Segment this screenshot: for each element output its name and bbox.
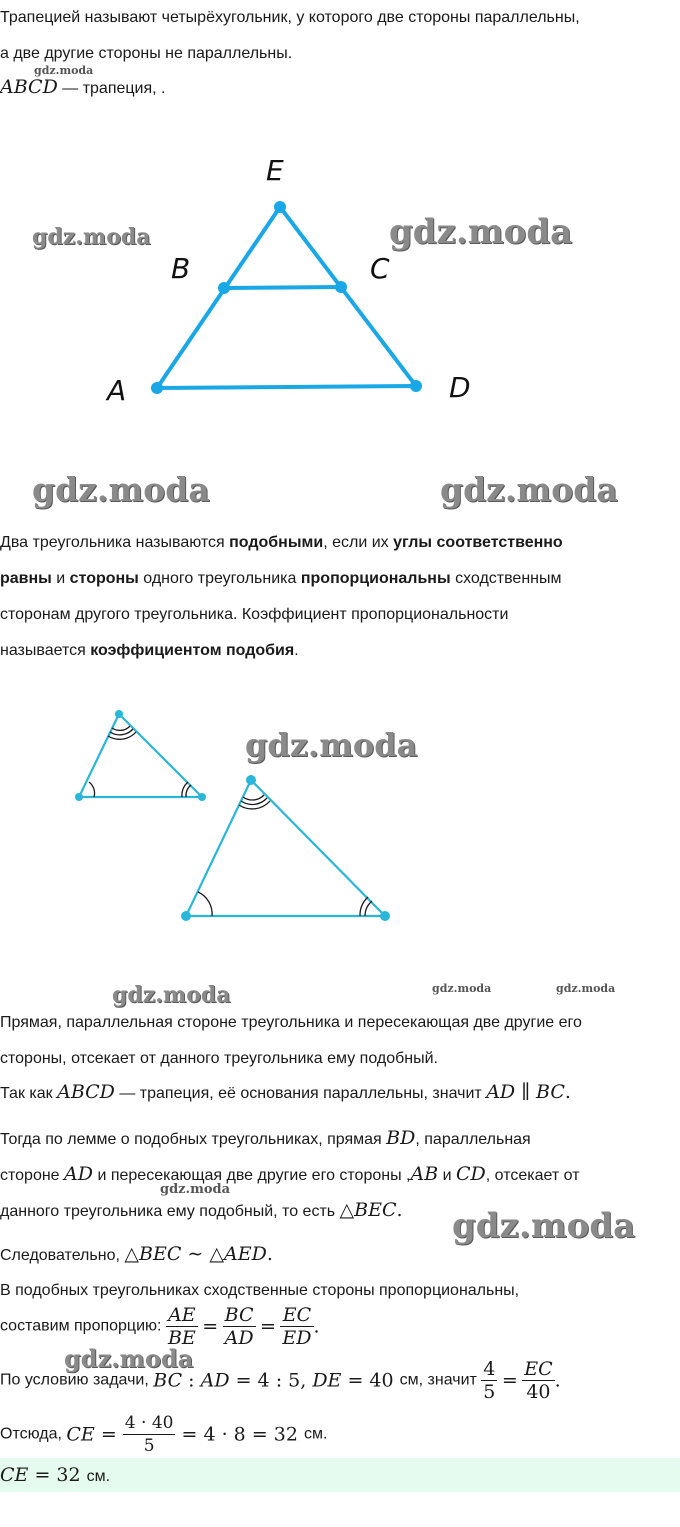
text: Отсюда, [0,1425,67,1443]
triangle-symbol: △ [209,1243,224,1265]
step-3 [0,1244,273,1266]
step-5 [0,1358,561,1403]
fraction-ec-40: $\frac{EC}{40}$ [524,1358,553,1403]
watermark: gdz.moda [160,1182,231,1197]
label-e: E [266,154,284,187]
watermark: gdz.moda [64,1344,194,1373]
watermark: gdz.moda [112,982,231,1008]
point-d [410,380,422,392]
math-bd: BD [386,1127,416,1149]
text: , если их [323,534,394,551]
small-triangle [79,714,202,797]
parallel-symbol: ∥ [515,1081,537,1103]
definition-line-1 [0,533,563,553]
watermark: gdz.moda [32,224,151,250]
text: : [182,1369,201,1392]
text: — трапеция, её основания параллельны, значит [114,1085,487,1102]
text: Так как [0,1085,58,1102]
text: = 4 · 8 = 32 [175,1423,304,1446]
text: см. [303,1425,328,1443]
text: . [564,1081,571,1103]
math-de: DE [312,1369,342,1392]
term-sides: стороны [69,570,139,587]
math-ad: AD [64,1163,93,1185]
text: называется [0,642,91,659]
point-e [274,201,286,213]
text: , отсекает от [485,1167,580,1184]
term-similar: подобными [229,534,324,551]
text: и пересекающая две другие его стороны , [93,1167,411,1184]
watermark: gdz.moda [389,212,573,252]
fraction-ae-be: $\frac{AE}{BE}$ [167,1304,196,1349]
large-triangle [186,780,385,916]
definition-line-2 [0,569,562,589]
intro-line-3 [0,77,166,99]
text: составим пропорцию: [0,1317,162,1335]
text: сходственным [450,570,562,587]
text: Тогда по лемме о подобных треугольниках, прямая [0,1131,387,1148]
equals-sign: = [94,1423,123,1446]
step-6 [0,1412,327,1457]
vertex [380,911,390,921]
term-angles: углы соответственно [393,534,563,551]
watermark: gdz.moda [34,64,94,77]
math-ad: AD [200,1369,230,1392]
step-2-line-1 [0,1128,531,1150]
step-2-line-2 [0,1164,580,1186]
step-4-line-1: В подобных треугольниках сходственные стороны пропорциональны, [0,1282,520,1299]
equals-sign: = [202,1315,219,1338]
text: , параллельная [415,1131,531,1148]
vertex [181,911,191,921]
math-bc: BC [153,1369,183,1392]
math-ce: CE [0,1464,29,1486]
equals-sign: = [260,1315,276,1338]
side-ae [157,207,280,388]
text: Следовательно, [0,1247,125,1264]
definition-line-4 [0,641,299,661]
trapezoid-figure [0,140,680,420]
fraction-4-5: $\frac{4}{5}$ [483,1358,496,1403]
step-1 [0,1082,571,1104]
math-bec: BEC [138,1243,182,1265]
base-bc [224,287,341,288]
vertex [75,793,83,801]
math-aed: AED [223,1243,267,1265]
label-a: A [107,374,127,407]
step-2-line-3 [0,1200,403,1222]
math-bc: BC [536,1081,565,1103]
text: данного треугольника ему подобный, то есть [0,1203,340,1220]
fraction-bc-ad: $\frac{BC}{AD}$ [224,1304,254,1349]
watermark: gdz.moda [452,1206,636,1246]
math-ad: AD [486,1081,516,1103]
text: стороне [0,1167,65,1184]
base-ad [157,386,416,388]
text: и [438,1167,456,1184]
answer-box [0,1458,680,1492]
intro-line-2: а две другие стороны не параллельны. [0,45,293,62]
vertex [198,793,206,801]
label-d: D [449,371,471,404]
answer-text [0,1464,110,1486]
fraction-160-5: $\frac{4 \cdot 40}{5}$ [124,1413,174,1456]
text: Два треугольника называются [0,534,230,551]
text: . [266,1243,273,1265]
text: см. [86,1468,111,1485]
text: . [554,1369,561,1392]
watermark: gdz.moda [440,470,618,509]
text: . [313,1315,320,1338]
label-b: B [171,252,191,285]
text: одного треугольника [138,570,301,587]
term-equal: равны [0,570,52,587]
math-bec: BEC [354,1199,397,1221]
term-coefficient: коэффициентом подобия [90,642,295,659]
fraction-ec-ed: $\frac{EC}{ED}$ [282,1304,312,1349]
equals-sign: = [501,1369,518,1392]
math-cd: CD [456,1163,486,1185]
watermark: gdz.moda [32,470,210,509]
definition-line-3: сторонам другого треугольника. Коэффициент пропорциональности [0,606,509,623]
math-abcd: ABCD [0,76,58,98]
lemma-line-1: Прямая, параллельная стороне треугольника и пересекающая две другие его [0,1014,582,1031]
similar-symbol: ∼ [181,1243,210,1265]
vertex [246,775,256,785]
text: = 4 : 5, [229,1369,313,1392]
point-b [218,282,230,294]
text: и [51,570,70,587]
watermark: gdz.moda [245,726,418,764]
point-c [335,281,347,293]
triangle-symbol: △ [339,1199,355,1221]
text: По условию задачи, [0,1371,154,1389]
text: = 40 [341,1369,400,1392]
proportion [0,1304,320,1349]
watermark: gdz.moda [432,982,492,995]
watermark: gdz.moda [556,982,616,995]
label-c: C [370,252,390,285]
math-abcd: ABCD [57,1081,115,1103]
text: см, значит [399,1371,482,1389]
text: = 32 [28,1464,87,1486]
point-a [151,382,163,394]
triangle-symbol: △ [124,1243,139,1265]
math-ab: AB [410,1163,439,1185]
math-ce: CE [66,1423,95,1446]
intro-line-1: Трапецией называют четырёхугольник, у которого две стороны параллельны, [0,9,580,26]
lemma-line-2: стороны, отсекает от данного треугольника ему подобный. [0,1050,438,1067]
intro-dash-text: — трапеция, . [57,80,166,97]
vertex [115,710,123,718]
term-proportional: пропорциональны [300,570,451,587]
text: . [396,1199,403,1221]
text: . [294,642,299,659]
